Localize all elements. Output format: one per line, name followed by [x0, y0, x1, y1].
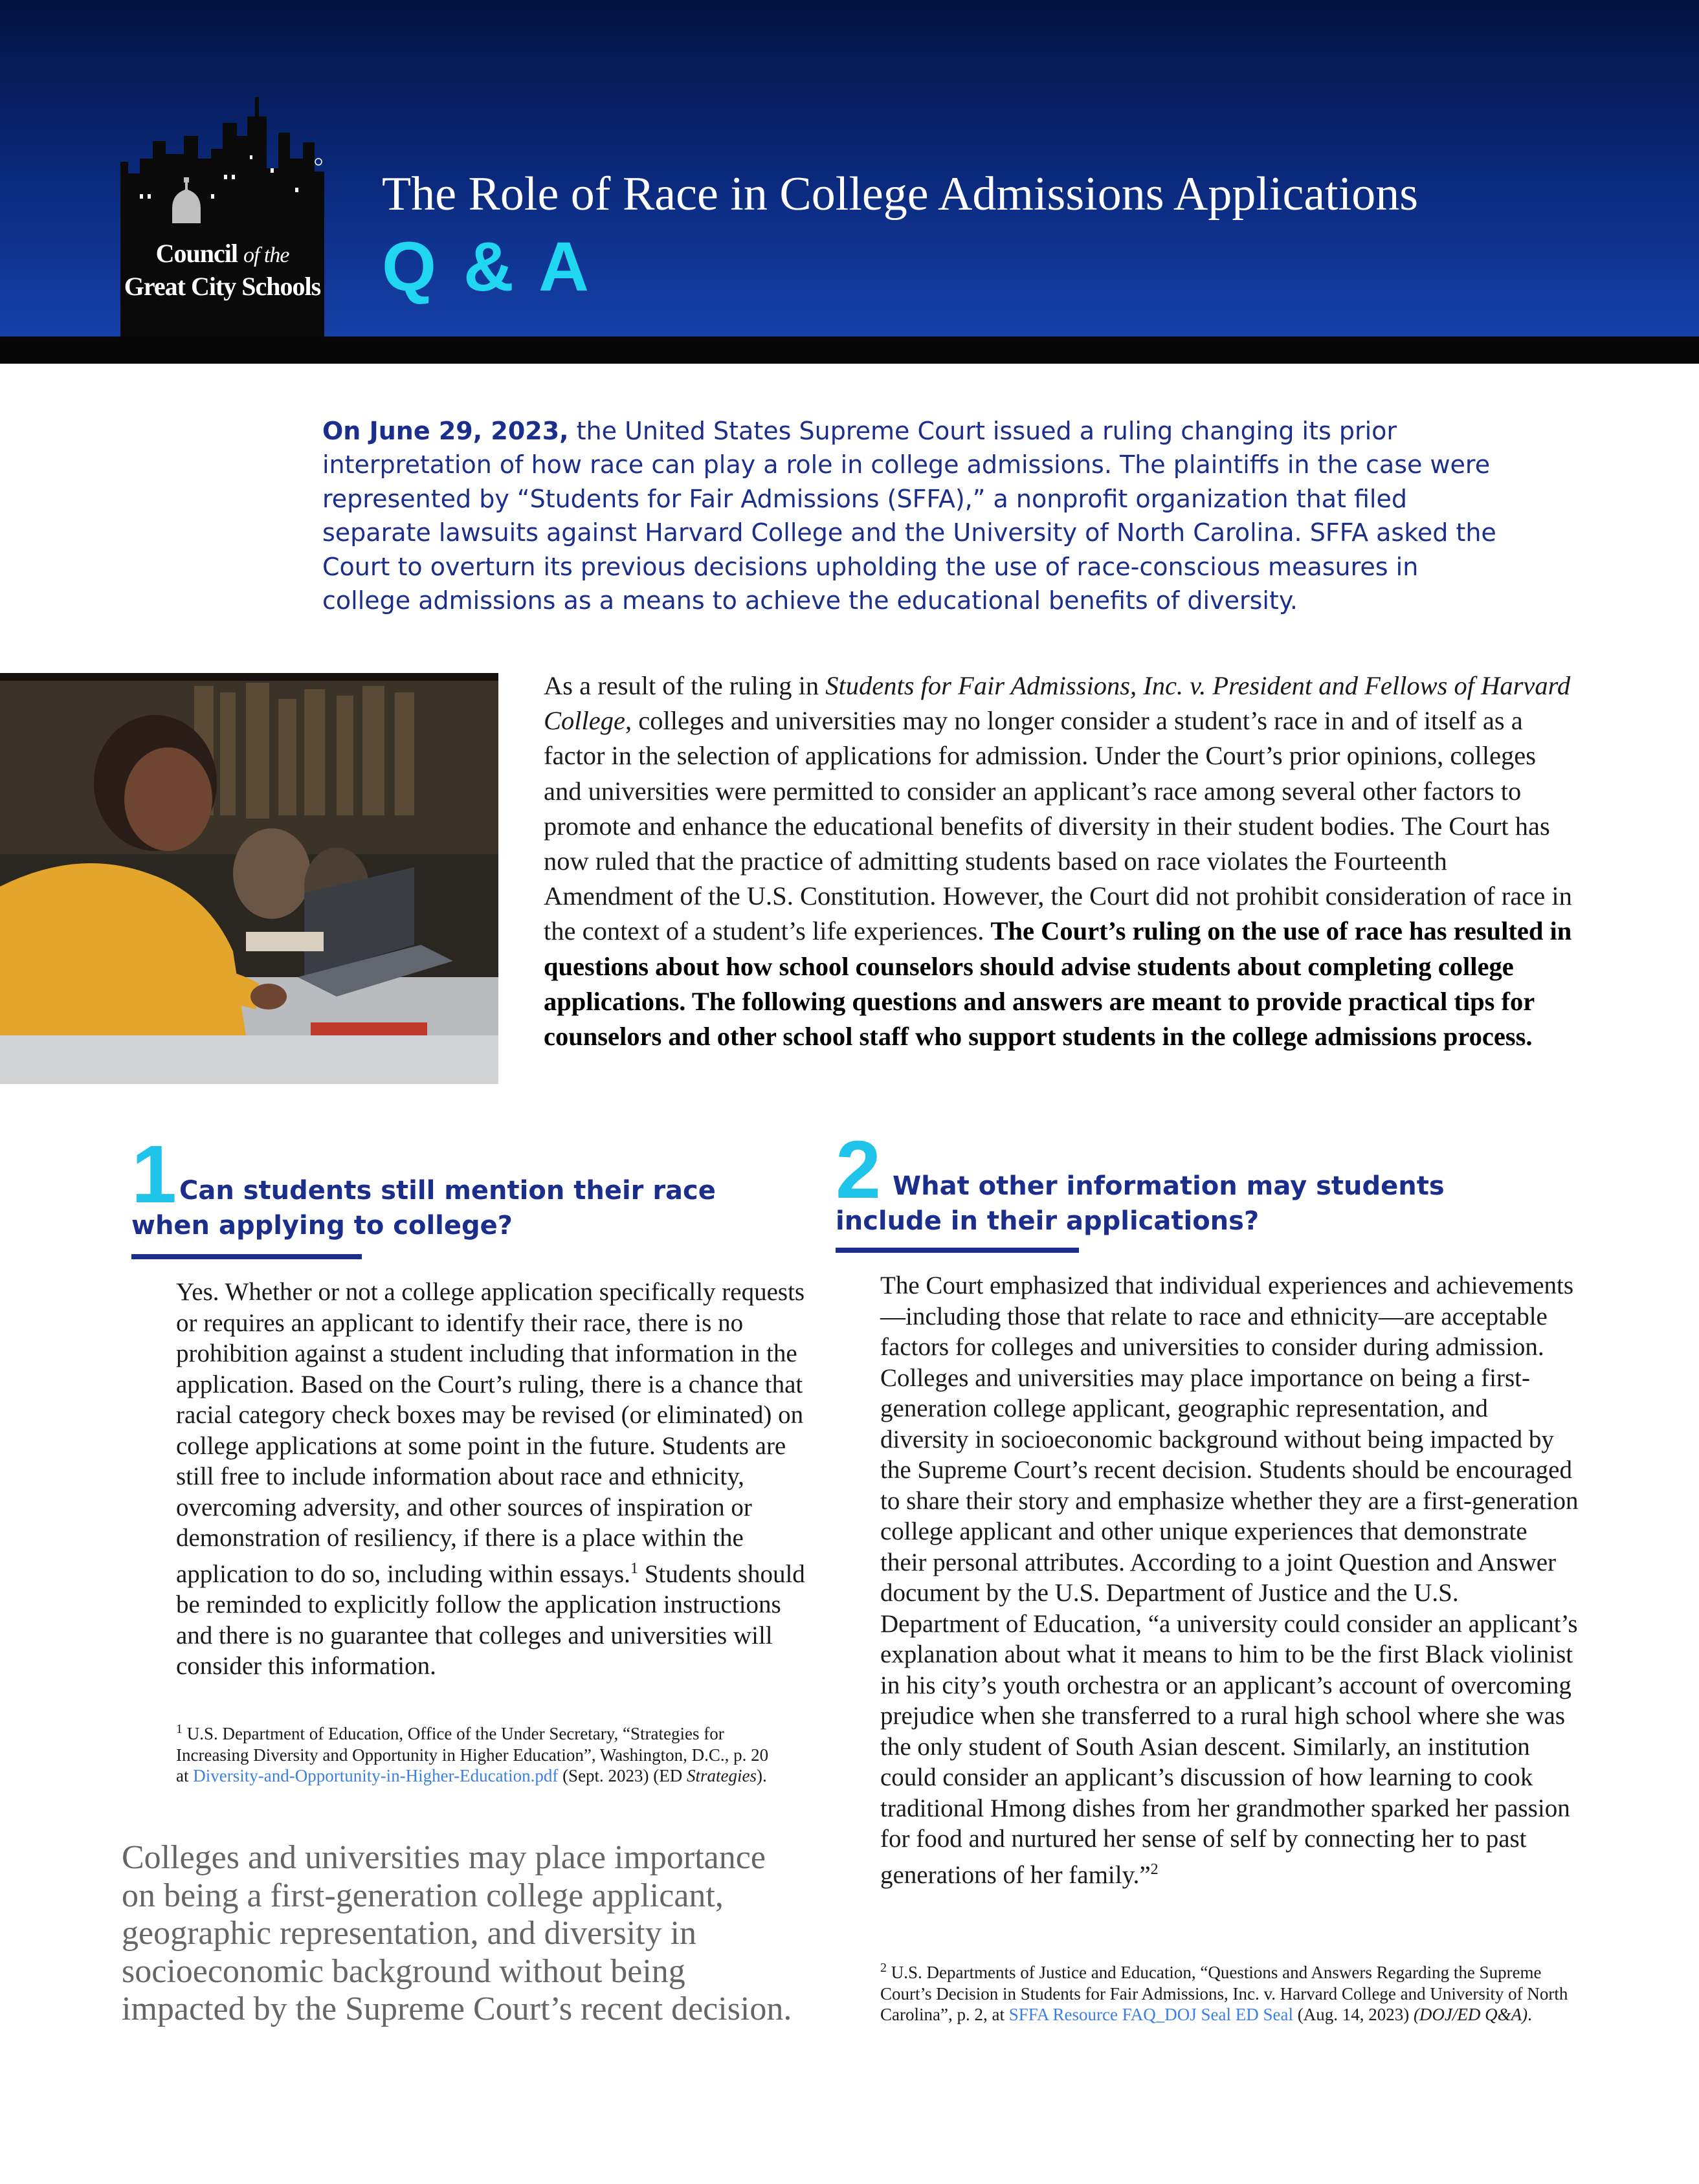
footnote-1-mark: 1: [176, 1722, 183, 1736]
footnote-2-link[interactable]: SFFA Resource FAQ_DOJ Seal ED Seal: [1008, 2005, 1293, 2024]
case-name: Students for Fair Admissions, Inc. v. President and Fellows of Harvard College: [544, 671, 1571, 736]
footnote-2: [880, 1958, 1579, 2025]
question-2-rule: [836, 1248, 1079, 1253]
q1-footnote-ref: 1: [630, 1560, 638, 1577]
logo-of-the: of the: [243, 243, 289, 267]
main-p-middle: , colleges and universities may no longer consider a student’s race in and of itself as a factor in the selection of applications for admission. Under the Court’s prior opinions, colleges and universities were permitted to consider an applicant’s race among several other factors to promote and enhance the educational benefits of diversity in their student bodies. The Court has now ruled that the practice of admitting students based on race violates the Fourteenth Amendment of the U.S. Constitution. However, the Court did not prohibit consideration of race in the context of a student’s life experiences.: [544, 706, 1572, 946]
main-p-start: As a result of the ruling in: [544, 671, 826, 700]
question-2-number: 2: [836, 1124, 882, 1215]
question-1-rule: [131, 1254, 362, 1259]
footnote-1-text: U.S. Department of Education, Office of the Under Secretary, “Strategies for Increasing Diversity and Opportunity in Higher Education”, Washington, D.C., p. 20 at: [176, 1724, 769, 1785]
header-rule: [0, 336, 1699, 364]
q2-answer-text: The Court emphasized that individual experiences and achievements—including those that relate to race and ethnicity—are acceptable factors for colleges and universities to consider during admission. Colleges and universities may place importance on being a first-generation college applicant, geographic representation, and diversity in socioeconomic background without being impacted by the Supreme Court’s recent decision. Students should be encouraged to share their story and emphasize whether they are a first-generation college applicant and other unique experiences that demonstrate their personal attributes. According to a joint Question and Answer document by the U.S. Department of Justice and the U.S. Department of Education, “a university could consider an applicant’s explanation about what it means to him to be the first Black violinist in his city’s youth orchestra or an applicant’s account of overcoming prejudice when she transferred to a rural high school where she was the only student of South Asian descent. Similarly, an institution could consider an applicant’s discussion of how learning to cook traditional Hmong dishes from her grandmother sparked her passion for food and nurtured her sense of self by connecting her to past generations of her family.”: [880, 1272, 1579, 1889]
footnote-2-after: (Aug. 14, 2023): [1293, 2005, 1414, 2024]
footnote-2-text: U.S. Departments of Justice and Education, “Questions and Answers Regarding the Supreme Court’s Decision in Students for Fair Admissions, Inc. v. Harvard College and University of North Carolina”, p. 2, at: [880, 1963, 1568, 2024]
q2-footnote-ref: 2: [1150, 1860, 1159, 1878]
page-subtitle: Q & A: [382, 227, 593, 305]
footnote-1-after: (Sept. 2023) (ED: [558, 1766, 687, 1785]
question-1-text: Can students still mention their race when applying to college?: [131, 1176, 716, 1241]
footnote-2-mark: 2: [880, 1961, 887, 1975]
question-2-answer: [880, 1270, 1579, 1890]
pull-quote: Colleges and universities may place importance on being a first-generation college applicant, geographic representation, and diversity in socioeconomic background without being impacted by the Supreme Court’s recent decision.: [122, 1839, 792, 2027]
student-studying-photo: [0, 673, 498, 1084]
logo-line1: Council: [155, 239, 238, 268]
question-1-number: 1: [131, 1129, 177, 1220]
intro-paragraph: [322, 414, 1507, 617]
main-paragraph: [544, 668, 1579, 1054]
q1-answer-tail: Students should be reminded to explicitly follow the application instructions and there is no guarantee that colleges and universities will consider this information.: [176, 1560, 805, 1680]
footnote-1-link[interactable]: Diversity-and-Opportunity-in-Higher-Education.pdf: [193, 1766, 559, 1785]
footnote-1-end: ).: [757, 1766, 767, 1785]
question-1-answer: [176, 1277, 807, 1682]
intro-text: the United States Supreme Court issued a ruling changing its prior interpretation of how race can play a role in college admissions. The plaintiffs in the case were represented by “Students for Fair Admissions (SFFA),” a nonprofit organization that filed separate lawsuits against Harvard College and the University of North Carolina. SFFA asked the Court to overturn its previous decisions upholding the use of race-conscious measures in college admissions as a means to achieve the educational benefits of diversity.: [322, 417, 1496, 615]
logo-line2: Great City Schools: [124, 272, 321, 301]
logo-wordmark: [120, 238, 324, 302]
question-2-text: What other information may students include in their applications?: [836, 1171, 1445, 1236]
footnote-2-end: .: [1527, 2005, 1532, 2024]
q1-answer-text: Yes. Whether or not a college application specifically requests or requires an applicant to identify their race, there is no prohibition against a student including that information in the application. Based on the Court’s ruling, there is a chance that racial category check boxes may be revised (or eliminated) on college applications at some point in the future. Students are still free to include information about race and ethnicity, overcoming adversity, and other sources of inspiration or demonstration of resiliency, if there is a place within the application to do so, including within essays.: [176, 1278, 805, 1588]
footnote-1: [176, 1719, 784, 1787]
footnote-1-italic: Strategies: [687, 1766, 757, 1785]
intro-lead: On June 29, 2023,: [322, 417, 569, 445]
main-p-bold: The Court’s ruling on the use of race has resulted in questions about how school counselors should advise students about completing college applications. The following questions and answers are meant to provide practical tips for counselors and other school staff who support students in the college admissions process.: [544, 916, 1572, 1052]
footnote-2-italic: (DOJ/ED Q&A): [1413, 2005, 1528, 2024]
page-title: The Role of Race in College Admissions Applications: [382, 168, 1419, 221]
